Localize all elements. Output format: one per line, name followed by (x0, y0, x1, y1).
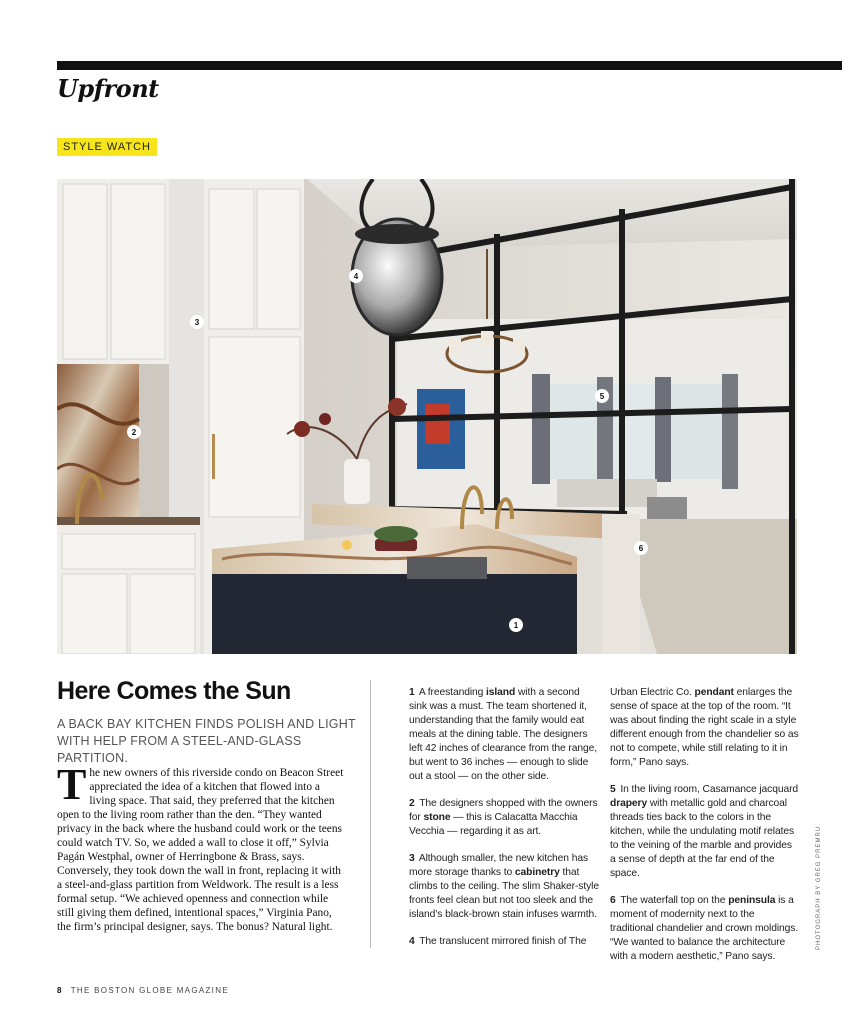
note-6: 6 The waterfall top on the peninsula is a moment of modernity next to the traditional chandelier and crown moldings. “We wanted to balance the architecture with a modern aesthetic,” Pano says. (610, 895, 799, 962)
photo-credit (816, 820, 826, 950)
article-body (57, 760, 347, 934)
photo-credit-text: PHOTOGRAPH BY GREG PREMRU (816, 825, 822, 950)
marker-3: 3 (194, 318, 200, 327)
column-divider (370, 680, 371, 948)
note-3: 3 Although smaller, the new kitchen has more storage thanks to cabinetry that climbs to the ceiling. The slim Shaker-style fronts feel clean but not too sleek and the island’s black-brown stain infuses warmth. (409, 853, 599, 920)
note-4-cont: Urban Electric Co. pendant enlarges the sense of space at the top of the room. “It was about finding the right scale in a style different enough from the chandelier so as not to compete, while still relating to it in form,” Pano says. (610, 687, 799, 768)
page-footer (57, 986, 229, 995)
notes-column-left (409, 686, 599, 962)
note-2: 2 The designers shopped with the owners for stone — this is Calacatta Macchia Vecchia — regarding it as art. (409, 798, 598, 837)
marker-1: 1 (513, 621, 519, 630)
note-1: 1 A freestanding island with a second sink was a must. The team shortened it, understanding that the family would eat meals at the dining table. The designers left 42 inches of clearance from the range, but went to 36 inches — enough to slide out a stool — on the other side. (409, 687, 598, 782)
notes-column-right (610, 686, 800, 977)
publication-name: THE BOSTON GLOBE MAGAZINE (70, 986, 229, 995)
article-dek: A BACK BAY KITCHEN FINDS POLISH AND LIGHT WITH HELP FROM A STEEL-AND-GLASS PARTITION. (57, 717, 356, 765)
marker-2: 2 (131, 428, 137, 437)
style-watch-tag: STYLE WATCH (57, 138, 157, 156)
kitchen-photo (57, 179, 797, 654)
section-title: Upfront (57, 74, 159, 103)
article-headline: Here Comes the Sun (57, 677, 291, 705)
article-body-text: he new owners of this riverside condo on Beacon Street appreciated the idea of a kitchen that flowed into a living space. That said, they preferred that the kitchen open to the living room rather than the den. “They wanted privacy in the back where the husband could work or the teens could watch TV. So, we added a wall to close it off,” Sylvia Pagán Westphal, owner of Herringbone & Brass, says. Conversely, they took down the wall in front, replacing it with a steel-and-glass partition from Weldwork. The result is a less formal setup. “We achieved openness and connection while still giving them defined, intentional spaces,” Virginia Pano, the firm’s principal designer, says. The bonus? Natural light. (57, 767, 344, 933)
note-4-start: 4 The translucent mirrored finish of The (409, 936, 587, 947)
marker-4: 4 (353, 272, 359, 281)
top-rule (57, 61, 842, 70)
marker-5: 5 (599, 392, 605, 401)
marker-6: 6 (638, 544, 644, 553)
note-5: 5 In the living room, Casamance jacquard drapery with metallic gold and charcoal threads ties back to the colors in the kitchen, while the undulating motif relates to the veining of the marble and provides a sense of depth at the far end of the space. (610, 784, 799, 879)
drop-cap: T (57, 760, 87, 809)
page-number: 8 (57, 986, 63, 995)
